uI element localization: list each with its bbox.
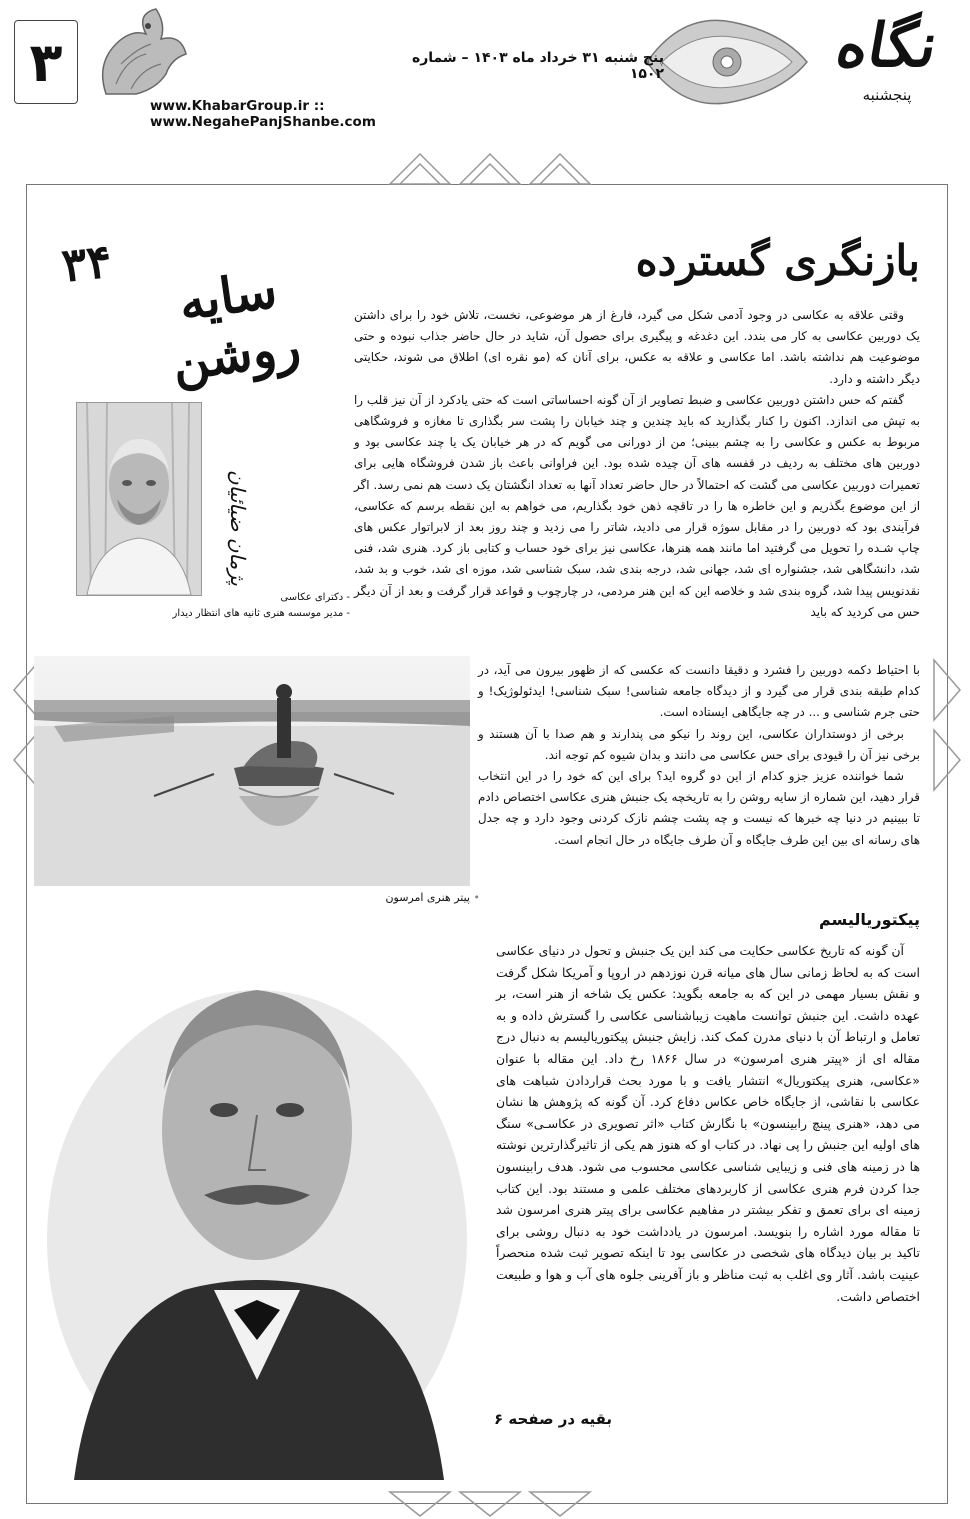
caption-text: پیتر هنری امرسون	[385, 891, 470, 904]
article-paragraph: برخی از دوستداران عکاسی، این روند را نیکو می پندارند و هم صدا با آن هستند و برخی نیز آن را قیودی برای حس عکاسی می دانند و بدان شیوه کم توجه اند.	[478, 726, 920, 762]
author-photo	[76, 402, 202, 596]
bullet-icon: •	[473, 891, 480, 904]
floral-ornament-icon	[642, 2, 812, 122]
boat-photo	[34, 656, 470, 886]
triangle-ornament-icon	[380, 150, 600, 186]
column-branding	[52, 233, 342, 406]
article-body-top	[354, 305, 920, 623]
article-paragraph: شما خواننده عزیز جزو کدام از این دو گروه اید؟ برای این که خود را در این انتخاب قرار دهید، این شماره از سایه روشن را به تاریخچه یک جنبش هنری عکاسی اختصاص دادم تا ببینیم در دنیا چه خبرها که نیست و چه پشت چشم نازک کردنی وجود دارد و چه جدل های رسانه ای بین این طرف جایگاه و آن طرف جایگاه در حال انجام است.	[478, 769, 920, 847]
issue-line: پنج شنبه ۳۱ خرداد ماه ۱۴۰۳ – شماره ۱۵۰۲	[411, 50, 664, 82]
website-links[interactable]: www.KhabarGroup.ir :: www.NegahePanjShanbe.com	[150, 98, 376, 130]
article-paragraph: گفتم که حس داشتن دوربین عکاسی و ضبط تصاویر از آن گونه احساساتی است که حتی یادکرد از آن نیز قلب را به تپش می اندازد. اکنون را کنار بگذارید که باید چندین و چند خیابان را پشت سر بگذاری تا مغازه و فروشگاهی مربوط به عکس و عکاسی را به چشم ببینی؛ من از دورانی می گویم که در هر خیابان یک یا چند عکاسی بود و دوربین های مختلف به ردیف در قفسه های آن چیده شده بود. این فراوانی باعث باز شدن فروشگاه هایی برای تعمیرات دوربین عکاسی می گشت که احتمالاً در حال حاضر تعداد آنها به تعداد انگشتان یک دست هم نمی رسد. اگر از این موضوع بگذریم و این خاطره ها را در تاقچه ذهن خود بگذاریم، می خواهم به این نقطه برسم که عکاسی، فرآیندی بود که دوربین را در مقابل سوژه قرار می دادید، شاتر را می زدید و چند روز بعد از لابراتوار عکس های چاپ شـده را تحویل می گرفتید اما مانند همه هنرها، عکاسی نیز برای خود حساب و کتابی باز کرد. هنری شد، فنی شد، دانشگاهی شد، جشنواره ای شد، جهانی شد، درجه بندی شد، سبک شناسی شد، موزه ای شد، خوب و بد شد، نقدنویس پیدا شد، گروه بندی شد و خلاصه این که این هنر مردمی، در چارچوب و قواعد قرار گرفت و بعد از آن دیگر حس می کردید که باید	[354, 392, 920, 619]
article-paragraph: وقتی علاقه به عکاسی در وجود آدمی شکل می گیرد، فارغ از هر موضوعی، نخست، تلاش خود را برای داشتن یک دوربین عکاسی به کار می بندد. این دغدغه و پیگیری برای حصول آن، شاید در حال حاضر جذاب نبوده و حتی موضوعیت هم نداشته باشد. اما عکاسی و علاقه به عکس، برای آنان که (مو نقره ای) اطلاق می شوند، حکایتی دیگر داشته و دارد.	[354, 308, 920, 386]
column-name: سایه روشن	[168, 259, 304, 393]
section-subheading: پیکتوریالیسم	[819, 910, 920, 929]
photo-caption	[260, 891, 480, 904]
triangle-ornament-icon	[380, 1490, 600, 1518]
triangle-ornament-icon	[932, 650, 964, 800]
article-title: بازنگری گسترده	[635, 236, 920, 285]
article-paragraph: با احتیاط دکمه دوربین را فشرد و دقیقا دانست که عکسی که از ظهور بیرون می آید، در کدام طبقه بندی قرار می گیرد و از دیدگاه جامعه شناسی! سبک شناسی! ایدئولوژیک! و حتی جرم شناسی و ... در چه جایگاهی ایستاده است.	[478, 663, 920, 720]
emerson-portrait	[34, 910, 480, 1480]
author-signature: پژمان ضیائیان	[226, 470, 250, 586]
author-role-2: - مدیر موسسه هنری ثانیه های انتظار دیدار	[172, 608, 350, 619]
page-number: ۳	[14, 20, 78, 104]
author-role-1: - دکترای عکاسی	[280, 592, 350, 603]
article-body-wrap	[478, 660, 920, 851]
brand-name: نگاه	[831, 11, 943, 81]
column-number: ۳۴	[59, 233, 115, 293]
continued-note[interactable]: بقیه در صفحه ۶	[494, 1410, 613, 1428]
section-paragraph: آن گونه که تاریخ عکاسی حکایت می کند این یک جنبش و تحول در دنیای عکاسی است که به لحاظ زمانی سال های میانه قرن نوزدهم در اروپا و آمریکا شکل گرفت و نقش بسیار مهمی در این که به جامعه بگوید: عکس یک شاخه از هنر است، بر عهده داشت. این جنبش توانست ماهیت زیباشناسی عکاسی را گسترش داده و به تعامل و ارتباط آن با دنیای مدرن کمک کند. زایش جنبش پیکتوریالیسم به دنبال درج مقاله ای از «پیتر هنری امرسون» در سال ۱۸۶۶ رخ داد. این مقاله با عنوان «عکاسی، هنری پیکتوریال» انتشار یافت و با مورد بحث قراردادن شباهت های عکاسی با نقاشی، از جایگاه خاص عکاس دفاع کرد. آن گونه که پژوهش ها نشان می دهد، «هنری پینچ رابینسون» با نگارش کتاب «اثر تصویری در عکاسـی» سنگ های اولیه این جنبش را پی نهاد. در کتاب او که هنوز هم یکی از تاثیرگذارترین نوشته ها در زمینه های فنی و زیبایی شناسی عکاسی محسوب می شود. هدف رابینسون جدا کردن فرم هنری عکاسی از کاربردهای مختلف علمی و مستند بود. این کتاب زمینه ای برای تعمق و تفکر بیشتر در مفاهیم عکاسی برای پیتر هنری امرسون شد تا مقاله مورد اشاره را بنویسد. امرسون در یادداشت خود به دنبال روشی برای تاکید بر بیان دیدگاه های شخصی در عکاسی بود تا اینکه تصویر ثبت شده منحصراً عینیت باشد. آثار وی اغلب به ثبت مناظر و باز آفرینی جلوه های آب و هوا و طبیعت اختصاص داشت.	[496, 943, 920, 1304]
brand-logo	[812, 6, 962, 116]
author-roles	[60, 590, 350, 622]
section-body	[496, 940, 920, 1307]
brand-subtitle: پنجشنبه	[862, 86, 912, 104]
